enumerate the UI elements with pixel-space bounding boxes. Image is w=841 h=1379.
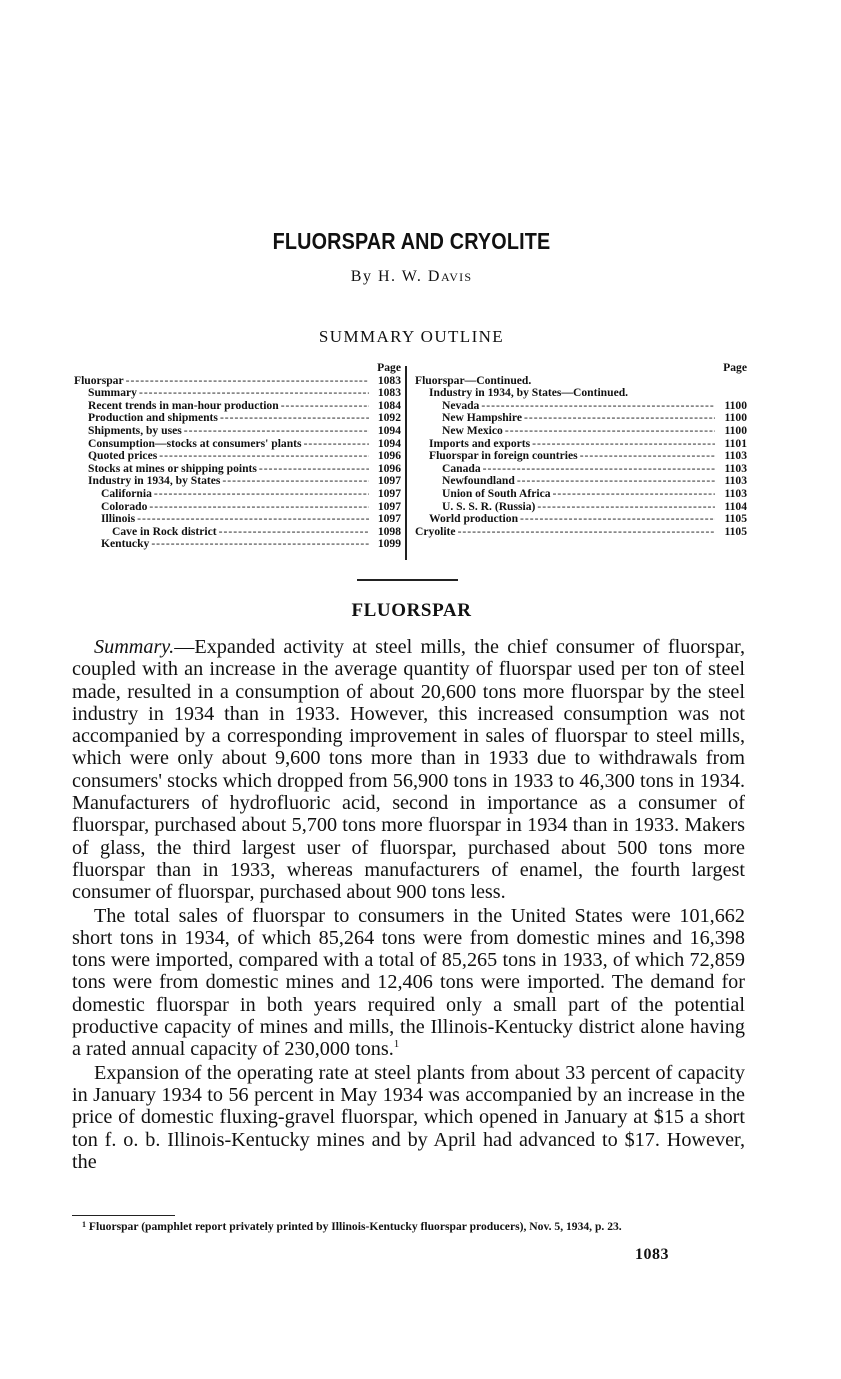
toc-leader-dots xyxy=(505,425,715,438)
toc-entry-label: Shipments, by uses xyxy=(88,423,182,437)
paragraph-prices xyxy=(72,1062,745,1173)
toc-entry-page: 1098 xyxy=(377,524,401,538)
toc-entry-page: 1092 xyxy=(377,411,401,425)
toc-entry-label: Colorado xyxy=(101,499,148,513)
toc-leader-dots xyxy=(154,488,369,501)
toc-entry-label: Production and shipments xyxy=(88,411,218,425)
toc-leader-dots xyxy=(520,513,715,526)
toc-entry-label: California xyxy=(101,486,152,500)
toc-entry-label: Cryolite xyxy=(415,524,456,538)
toc-entry-label: New Mexico xyxy=(442,423,503,437)
toc-entry-page: 1096 xyxy=(377,461,401,475)
body-text xyxy=(72,636,745,1174)
toc-entry[interactable] xyxy=(415,387,747,400)
toc-entry[interactable] xyxy=(415,488,747,501)
paragraph-sales xyxy=(72,905,745,1061)
toc-leader-dots xyxy=(259,463,369,476)
toc-entry[interactable] xyxy=(415,425,747,438)
toc-entry-page: 1084 xyxy=(377,398,401,412)
toc-entry[interactable] xyxy=(415,513,747,526)
byline xyxy=(0,268,823,286)
toc-divider xyxy=(405,366,407,560)
toc-entry-page: 1097 xyxy=(377,499,401,513)
toc-leader-dots xyxy=(553,488,715,501)
section-title: FLUORSPAR xyxy=(351,600,472,621)
toc-entry-page: 1097 xyxy=(377,474,401,488)
byline-prefix: By H. W. xyxy=(350,268,428,285)
toc-entry-page: 1105 xyxy=(724,524,747,538)
section-rule xyxy=(357,579,458,581)
toc-entry-label: Kentucky xyxy=(101,537,150,551)
toc-entry-page: 1101 xyxy=(724,436,747,450)
toc-entry[interactable] xyxy=(74,488,401,501)
footnote xyxy=(72,1220,745,1233)
toc-leader-dots xyxy=(458,526,715,539)
toc-leader-dots xyxy=(537,501,715,514)
toc-entry-label: Canada xyxy=(442,461,481,475)
toc-entry-page: 1103 xyxy=(724,461,747,475)
paragraph-text: —Expanded activity at steel mills, the chief consumer of fluorspar, coupled with an increase in the average quantity of fluorspar used per ton of steel made, resulted in a consumption of about 20,600 tons more fluorspar by the steel industry in 1934 than in 1933. However, this increased consumption was not accompanied by a corresponding improvement in sales of fluorspar to steel mills, which were only about 9,600 tons more than in 1933 due to withdrawals from consumers' stocks which dropped from 56,900 tons in 1933 to 46,300 tons in 1934. Manufacturers of hydrofluoric acid, second in importance as a consumer of fluorspar, purchased about 5,700 tons more fluorspar in 1934 than in 1933. Makers of glass, the third largest user of fluorspar, purchased about 500 tons more fluorspar than in 1933, whereas manufacturers of enamel, the fourth largest consumer of fluorspar, purchased about 900 tons less. xyxy=(72,636,745,904)
toc-leader-dots xyxy=(222,475,369,488)
toc-leader-dots xyxy=(126,375,369,388)
toc-entry-label: Fluorspar xyxy=(74,373,124,387)
toc-leader-dots xyxy=(149,501,369,514)
paragraph-text: Expansion of the operating rate at steel plants from about 33 percent of capacity in January 1934 to 56 percent in May 1934 was accompanied by an increase in the price of domestic fluxing-gravel fluorspar, which opened in January at $15 a short ton f. o. b. Illinois-Kentucky mines and by April had advanced to $17. However, the xyxy=(72,1061,745,1173)
footnote-marker: 1 xyxy=(82,1220,86,1229)
toc-entry-label: Stocks at mines or shipping points xyxy=(88,461,257,475)
toc-leader-dots xyxy=(304,438,369,451)
byline-author-rest: AVIS xyxy=(440,270,473,284)
toc-leader-dots xyxy=(524,412,715,425)
toc-entry[interactable] xyxy=(74,450,401,463)
toc-entry-page: 1100 xyxy=(724,423,747,437)
paragraph-text: The total sales of fluorspar to consumers in the United States were 101,662 short tons in 1934, of which 85,264 tons were from domestic mines and 16,398 tons were imported, compared with a total of 85,265 tons in 1933, of which 72,859 tons were from domestic mines and 12,406 tons were imported. The demand for domestic fluorspar in both years required only a small part of the potential productive capacity of mines and mills, the Illinois-Kentucky district alone having a rated annual capacity of 230,000 tons. xyxy=(72,904,745,1061)
toc-entry-page: 1100 xyxy=(724,398,747,412)
toc-leader-dots xyxy=(580,450,715,463)
paragraph-lead: Summary. xyxy=(94,636,175,658)
toc-leader-dots xyxy=(483,463,715,476)
toc-leader-dots xyxy=(184,425,369,438)
toc-entry-label: Nevada xyxy=(442,398,480,412)
toc-entry-label: Union of South Africa xyxy=(442,486,551,500)
toc-entry-page: 1100 xyxy=(724,411,747,425)
paragraph-summary xyxy=(72,636,745,904)
toc-entry-label: Recent trends in man-hour production xyxy=(88,398,279,412)
toc-entry-label: Cave in Rock district xyxy=(112,524,217,538)
toc-entry-page: 1097 xyxy=(377,486,401,500)
toc-entry-label: Fluorspar—Continued. xyxy=(415,373,532,387)
toc-leader-dots xyxy=(281,400,369,413)
toc-leader-dots xyxy=(139,387,369,400)
toc-entry-page: 1103 xyxy=(724,474,747,488)
toc-entry-page: 1083 xyxy=(377,373,401,387)
toc-entry-page: 1094 xyxy=(377,423,401,437)
chapter-title: FLUORSPAR AND CRYOLITE xyxy=(272,228,551,254)
toc-entry-label: Illinois xyxy=(101,512,136,526)
toc-entry-page: 1105 xyxy=(724,512,747,526)
toc-entry[interactable] xyxy=(74,387,401,400)
toc-entry[interactable] xyxy=(415,450,747,463)
toc-entry-page: 1103 xyxy=(724,486,747,500)
toc-entry-page: 1083 xyxy=(377,386,401,400)
toc-entry-label: World production xyxy=(429,512,519,526)
summary-outline-heading: SUMMARY OUTLINE xyxy=(318,327,505,346)
toc-entry-page: 1103 xyxy=(724,449,747,463)
toc-entry-label: Consumption—stocks at consumers' plants xyxy=(88,436,302,450)
toc-entry-label: Summary xyxy=(88,386,137,400)
footnote-text: Fluorspar (pamphlet report privately printed by Illinois-Kentucky fluorspar producers), Nov. 5, 1934, p. 23. xyxy=(88,1220,622,1233)
toc-entry-label: Industry in 1934, by States xyxy=(88,474,221,488)
page-number: 1083 xyxy=(635,1246,669,1263)
toc-entry-page: 1096 xyxy=(377,449,401,463)
toc-entry-page: 1099 xyxy=(377,537,401,551)
byline-author-initial: D xyxy=(427,268,441,285)
toc-entry[interactable] xyxy=(415,526,747,539)
toc-leader-dots xyxy=(219,526,369,539)
toc-leader-dots xyxy=(220,412,369,425)
toc-entry[interactable] xyxy=(74,538,401,551)
toc-leader-dots xyxy=(137,513,369,526)
footnote-reference[interactable]: 1 xyxy=(393,1038,400,1051)
toc-page-header: Page xyxy=(377,361,401,374)
toc-entry-page: 1104 xyxy=(724,499,747,513)
toc-left-column xyxy=(74,362,401,551)
toc-entry-label: Industry in 1934, by States—Continued. xyxy=(429,386,629,400)
toc-entry-label: U. S. S. R. (Russia) xyxy=(442,499,536,513)
toc-entry-page: 1097 xyxy=(377,512,401,526)
footnote-rule xyxy=(72,1215,175,1216)
toc-leader-dots xyxy=(159,450,369,463)
toc-entry-label: Quoted prices xyxy=(88,449,158,463)
toc-page-header-right: Page xyxy=(723,361,747,374)
toc-entry[interactable] xyxy=(74,513,401,526)
toc-leader-dots xyxy=(151,538,369,551)
toc-entry-page: 1094 xyxy=(377,436,401,450)
toc-entry-label: Fluorspar in foreign countries xyxy=(429,449,578,463)
toc-entry-label: Newfoundland xyxy=(442,474,515,488)
toc-entry-label: Imports and exports xyxy=(429,436,531,450)
toc-right-column xyxy=(415,362,747,538)
toc-entry-label: New Hampshire xyxy=(442,411,522,425)
toc-entry[interactable] xyxy=(74,425,401,438)
